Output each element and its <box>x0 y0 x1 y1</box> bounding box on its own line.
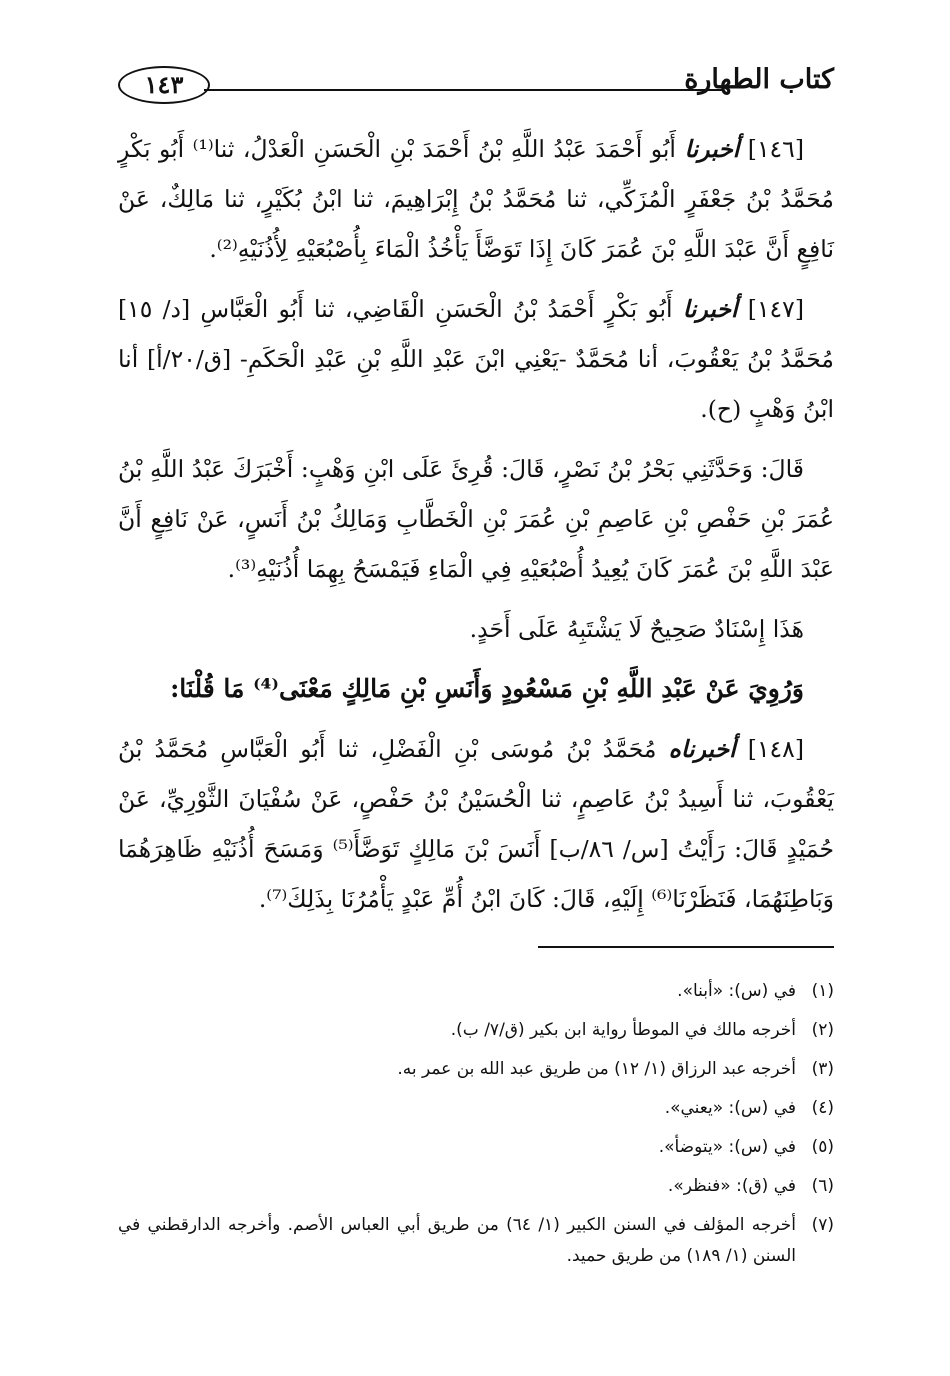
hadith-keyword: أخبرناه <box>668 735 736 763</box>
footnote-number: (٧) <box>811 1215 834 1235</box>
footnote-number: (١) <box>811 981 834 1001</box>
main-text <box>118 124 834 934</box>
footnote <box>118 1054 834 1085</box>
footnote-text: أخرجه عبد الرزاق (١/ ١٢) من طريق عبد الله بن عمر به. <box>397 1059 796 1079</box>
footnote-number: (٦) <box>811 1176 834 1196</box>
footnote-number: (٣) <box>811 1059 834 1079</box>
running-title: كتاب الطهارة <box>684 64 834 95</box>
hadith-number: [١٤٨] <box>747 735 804 763</box>
footnote <box>118 1171 834 1202</box>
hadith-number: [١٤٧] <box>747 295 804 323</box>
paragraph-text: هَذَا إِسْنَادٌ صَحِيحٌ لَا يَشْتَبِهُ عَلَى أَحَدٍ. <box>469 615 804 643</box>
hadith-148 <box>118 724 834 924</box>
page-number: ١٤٣ <box>118 66 210 104</box>
header-rule <box>204 89 722 91</box>
hadith-146 <box>118 124 834 274</box>
footnote-text: في (ق): «فنظر». <box>667 1176 796 1196</box>
hadith-number: [١٤٦] <box>747 135 804 163</box>
footnote-separator <box>538 946 834 948</box>
hadith-text: أَبُو بَكْرٍ أَحْمَدُ بْنُ الْحَسَنِ الْقَاضِي، ثنا أَبُو الْعَبَّاسِ [د/ ١٥] مُحَمَّدُ بْنُ يَعْقُوبَ، أنا مُحَمَّدٌ -يَعْنِي ابْنَ عَبْدِ اللَّهِ بْنِ عَبْدِ الْحَكَمِ- [ق/٢٠/أ] أنا ابْنُ وَهْبٍ (ح). <box>118 295 834 423</box>
footnote-number: (٥) <box>811 1137 834 1157</box>
paragraph-text: قَالَ: وَحَدَّثَنِي بَحْرُ بْنُ نَصْرٍ، قَالَ: قُرِئَ عَلَى ابْنِ وَهْبٍ: أَخْبَرَكَ عَبْدُ اللَّهِ بْنُ عُمَرَ بْنِ حَفْصِ بْنِ عَاصِمِ بْنِ عُمَرَ بْنِ الْخَطَّابِ وَمَالِكُ بْنُ أَنَسٍ، عَنْ نَافِعٍ أَنَّ عَبْدَ اللَّهِ بْنَ عُمَرَ كَانَ يُعِيدُ أُصْبُعَيْهِ فِي الْمَاءِ فَيَمْسَحُ بِهِمَا أُذُنَيْهِ⁽³⁾. <box>118 455 834 583</box>
footnote <box>118 1015 834 1046</box>
page-header <box>118 62 834 110</box>
footnote <box>118 1132 834 1163</box>
hadith-147 <box>118 284 834 434</box>
footnote <box>118 1210 834 1272</box>
hadith-147-continuation <box>118 444 834 594</box>
isnad-comment <box>118 604 834 654</box>
section-heading: وَرُوِيَ عَنْ عَبْدِ اللَّهِ بْنِ مَسْعُودٍ وَأَنَسِ بْنِ مَالِكٍ مَعْنَى⁽⁴⁾ مَا قُلْنَا: <box>170 674 804 703</box>
footnote <box>118 1093 834 1124</box>
footnote-number: (٢) <box>811 1020 834 1040</box>
hadith-keyword: أخبرنا <box>684 135 740 163</box>
footnote-number: (٤) <box>811 1098 834 1118</box>
footnotes <box>118 976 834 1280</box>
footnote-text: في (س): «يتوضأ». <box>658 1137 796 1157</box>
hadith-keyword: أخبرنا <box>682 295 738 323</box>
footnote-text: في (س): «أبنا». <box>677 981 796 1001</box>
footnote-text: أخرجه مالك في الموطأ رواية ابن بكير (ق/٧/ ب). <box>450 1020 796 1040</box>
footnote-text: أخرجه المؤلف في السنن الكبير (١/ ٦٤) من طريق أبي العباس الأصم. وأخرجه الدارقطني في السنن (١/ ١٨٩) من طريق حميد. <box>118 1215 796 1266</box>
footnote-text: في (س): «يعني». <box>664 1098 796 1118</box>
hadith-text: مُحَمَّدُ بْنُ مُوسَى بْنِ الْفَضْلِ، ثنا أَبُو الْعَبَّاسِ مُحَمَّدُ بْنُ يَعْقُوبَ، ثنا أَسِيدُ بْنُ عَاصِمٍ، ثنا الْحُسَيْنُ بْنُ حَفْصٍ، عَنْ سُفْيَانَ الثَّوْرِيِّ، عَنْ حُمَيْدٍ قَالَ: رَأَيْتُ [س/ ٨٦/ب] أَنَسَ بْنَ مَالِكٍ تَوَضَّأَ⁽⁵⁾ وَمَسَحَ أُذُنَيْهِ ظَاهِرَهُمَا وَبَاطِنَهُمَا، فَنَظَرْنَا⁽⁶⁾ إِلَيْهِ، قَالَ: كَانَ ابْنُ أُمِّ عَبْدٍ يَأْمُرُنَا بِذَلِكَ⁽⁷⁾. <box>118 735 834 913</box>
footnote <box>118 976 834 1007</box>
hadith-text: أَبُو أَحْمَدَ عَبْدُ اللَّهِ بْنُ أَحْمَدَ بْنِ الْحَسَنِ الْعَدْلُ، ثنا⁽¹⁾ أَبُو بَكْرٍ مُحَمَّدُ بْنُ جَعْفَرٍ الْمُزَكِّي، ثنا مُحَمَّدُ بْنُ إِبْرَاهِيمَ، ثنا ابْنُ بُكَيْرٍ، ثنا مَالِكٌ، عَنْ نَافِعٍ أَنَّ عَبْدَ اللَّهِ بْنَ عُمَرَ كَانَ إِذَا تَوَضَّأَ يَأْخُذُ الْمَاءَ بِأُصْبُعَيْهِ لِأُذُنَيْهِ⁽²⁾. <box>118 135 834 263</box>
